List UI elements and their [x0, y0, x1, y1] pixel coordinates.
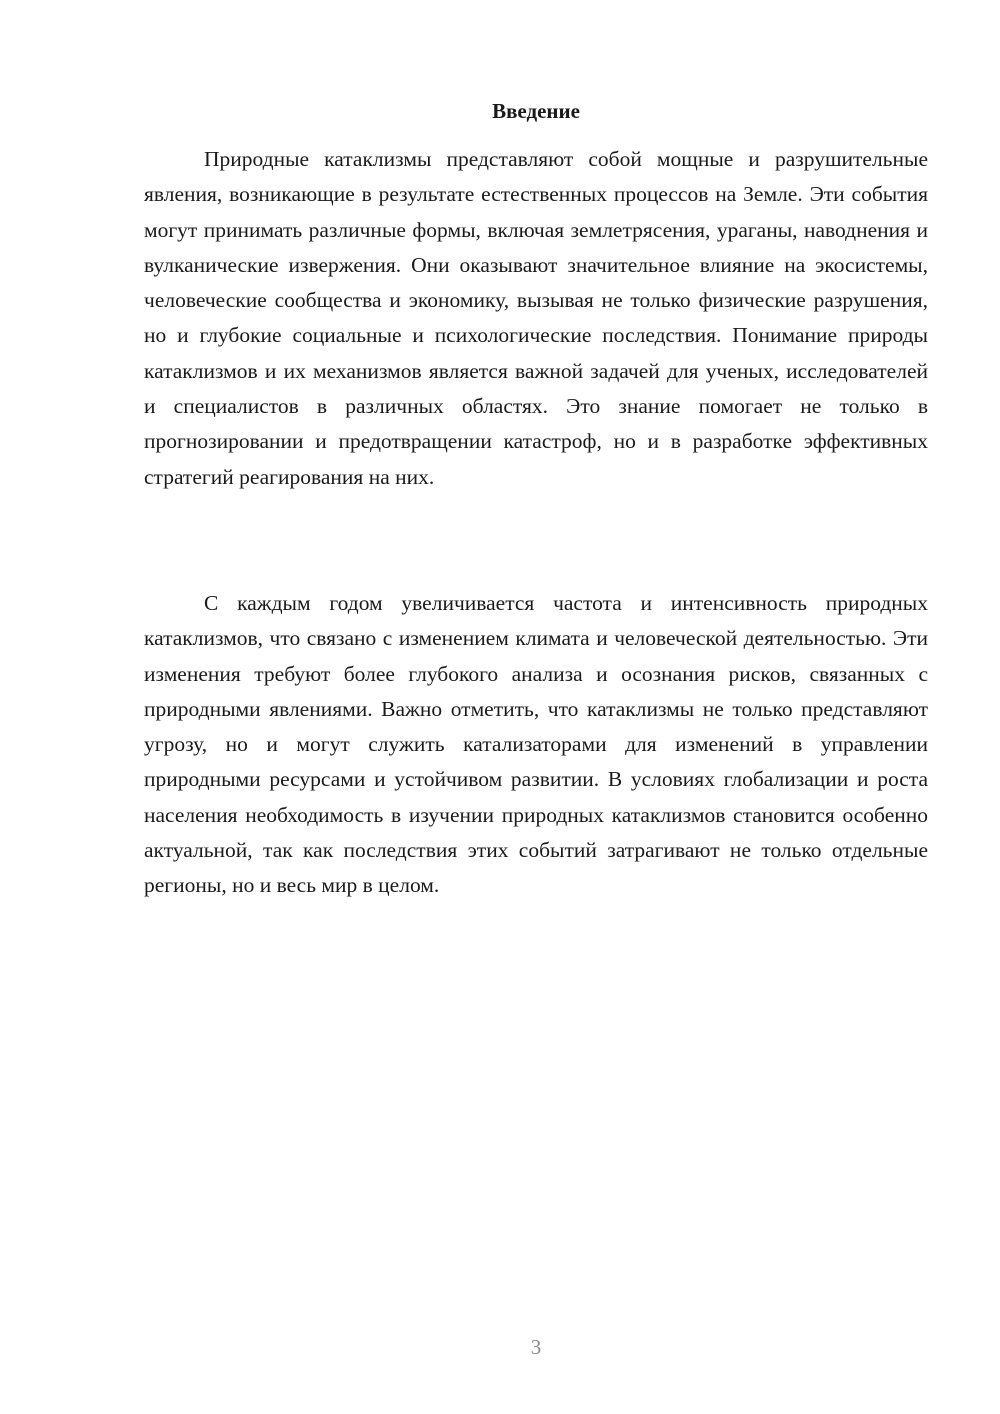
section-heading: Введение [492, 99, 580, 123]
paragraph-1: Природные катаклизмы представляют собой мощные и разрушительные явления, возникающие в результате естественных процессов на Земле. Эти события могут принимать различные формы, включая землетрясения, ураганы, наводнения и вулканические извержения. Они оказывают значительное влияние на экосистемы, человеческие сообщества и экономику, вызывая не только физические разрушения, но и глубокие социальные и психологические последствия. Понимание природы катаклизмов и их механизмов является важной задачей для ученых, исследователей и специалистов в различных областях. Это знание помогает не только в прогнозировании и предотвращении катастроф, но и в разработке эффективных стратегий реагирования на них. [144, 147, 928, 489]
paragraph-2: С каждым годом увеличивается частота и интенсивность природных катаклизмов, что связано с изменением климата и человеческой деятельностью. Эти изменения требуют более глубокого анализа и осознания рисков, связанных с природными явлениями. Важно отметить, что катаклизмы не только представляют угрозу, но и могут служить катализаторами для изменений в управлении природными ресурсами и устойчивом развитии. В условиях глобализации и роста населения необходимость в изучении природных катаклизмов становится особенно актуальной, так как последствия этих событий затрагивают не только отдельные регионы, но и весь мир в целом. [144, 591, 928, 898]
page-number: 3 [530, 1335, 542, 1359]
